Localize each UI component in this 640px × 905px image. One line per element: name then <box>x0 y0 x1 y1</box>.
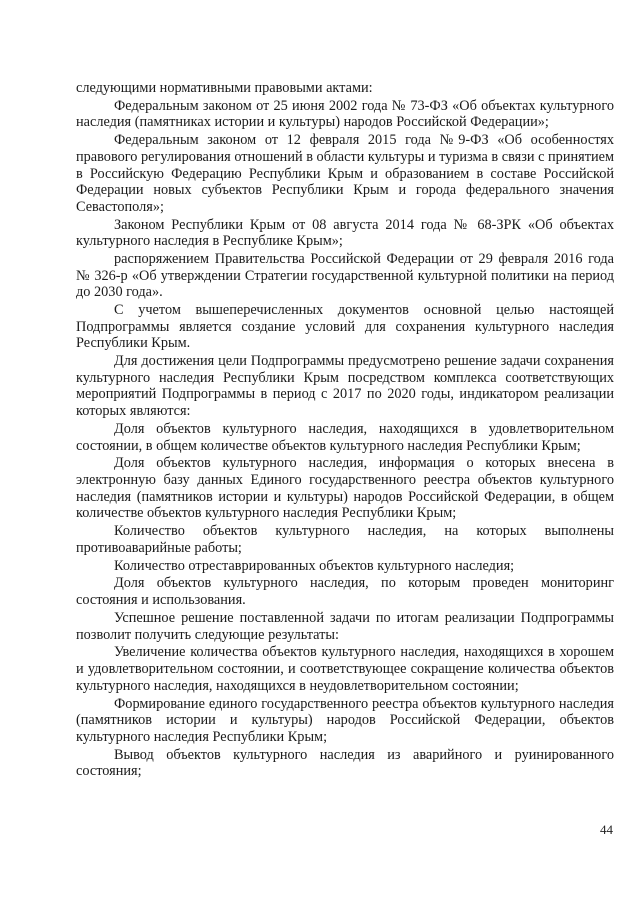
page-number: 44 <box>600 822 613 837</box>
paragraph-crimea-law-68: Законом Республики Крым от 08 августа 2014 года № 68-ЗРК «Об объектах культурного наследия в Республике Крым»; <box>76 216 614 250</box>
paragraph-federal-law-73: Федеральным законом от 25 июня 2002 года № 73-ФЗ «Об объектах культурного наследия (памятниках истории и культуры) народов Российской Федерации»; <box>76 97 614 131</box>
paragraph-government-order-326: распоряжением Правительства Российской Федерации от 29 февраля 2016 года № 326-р «Об утверждении Стратегии государственной культурной политики на период до 2030 года». <box>76 251 614 301</box>
paragraph-indicator-registry-share: Доля объектов культурного наследия, информация о которых внесена в электронную базу данных Единого государственного реестра объектов культурного наследия (памятников истории и культуры) народов Российской Федерации, в общем количестве объектов культурного наследия Республики Крым; <box>76 455 614 522</box>
paragraph-result-emergency-exit: Вывод объектов культурного наследия из аварийного и руинированного состояния; <box>76 746 614 780</box>
paragraph-intro: следующими нормативными правовыми актами: <box>76 80 373 96</box>
paragraph-federal-law-9: Федеральным законом от 12 февраля 2015 года №9-ФЗ «Об особенностях правового регулирования отношений в области культуры и туризма в связи с принятием в Российскую Федерацию Республики Крым и образованием в составе Российской Федерации новых субъектов Республики Крым и города федерального значения Севастополя»; <box>76 132 614 215</box>
paragraph-result-registry: Формирование единого государственного реестра объектов культурного наследия (памятников истории и культуры) народов Российской Федерации, объектов культурного наследия Республики Крым; <box>76 695 614 745</box>
paragraph-indicator-monitoring-share: Доля объектов культурного наследия, по которым проведен мониторинг состояния и использования. <box>76 575 614 609</box>
paragraph-main-goal: С учетом вышеперечисленных документов основной целью настоящей Подпрограммы является создание условий для сохранения культурного наследия Республики Крым. <box>76 302 614 352</box>
paragraph-goal-achievement: Для достижения цели Подпрограммы предусмотрено решение задачи сохранения культурного наследия Республики Крым посредством комплекса соответствующих мероприятий Подпрограммы в период с 2017 по 2020 годы, индикатором реализации которых являются: <box>76 353 614 420</box>
paragraph-indicator-restored-count: Количество отреставрированных объектов культурного наследия; <box>114 557 515 574</box>
paragraph-result-increase: Увеличение количества объектов культурного наследия, находящихся в хорошем и удовлетворительном состоянии, и соответствующее сокращение количества объектов культурного наследия, находящихся в неудовлетворительном состоянии; <box>76 644 614 694</box>
paragraph-indicator-satisfactory-share: Доля объектов культурного наследия, находящихся в удовлетворительном состоянии, в общем количестве объектов культурного наследия Республики Крым; <box>76 420 614 454</box>
paragraph-indicator-emergency-works: Количество объектов культурного наследия, на которых выполнены противоаварийные работы; <box>76 523 614 556</box>
paragraph-expected-results: Успешное решение поставленной задачи по итогам реализации Подпрограммы позволит получить следующие результаты: <box>76 609 614 643</box>
document-body <box>76 80 614 781</box>
